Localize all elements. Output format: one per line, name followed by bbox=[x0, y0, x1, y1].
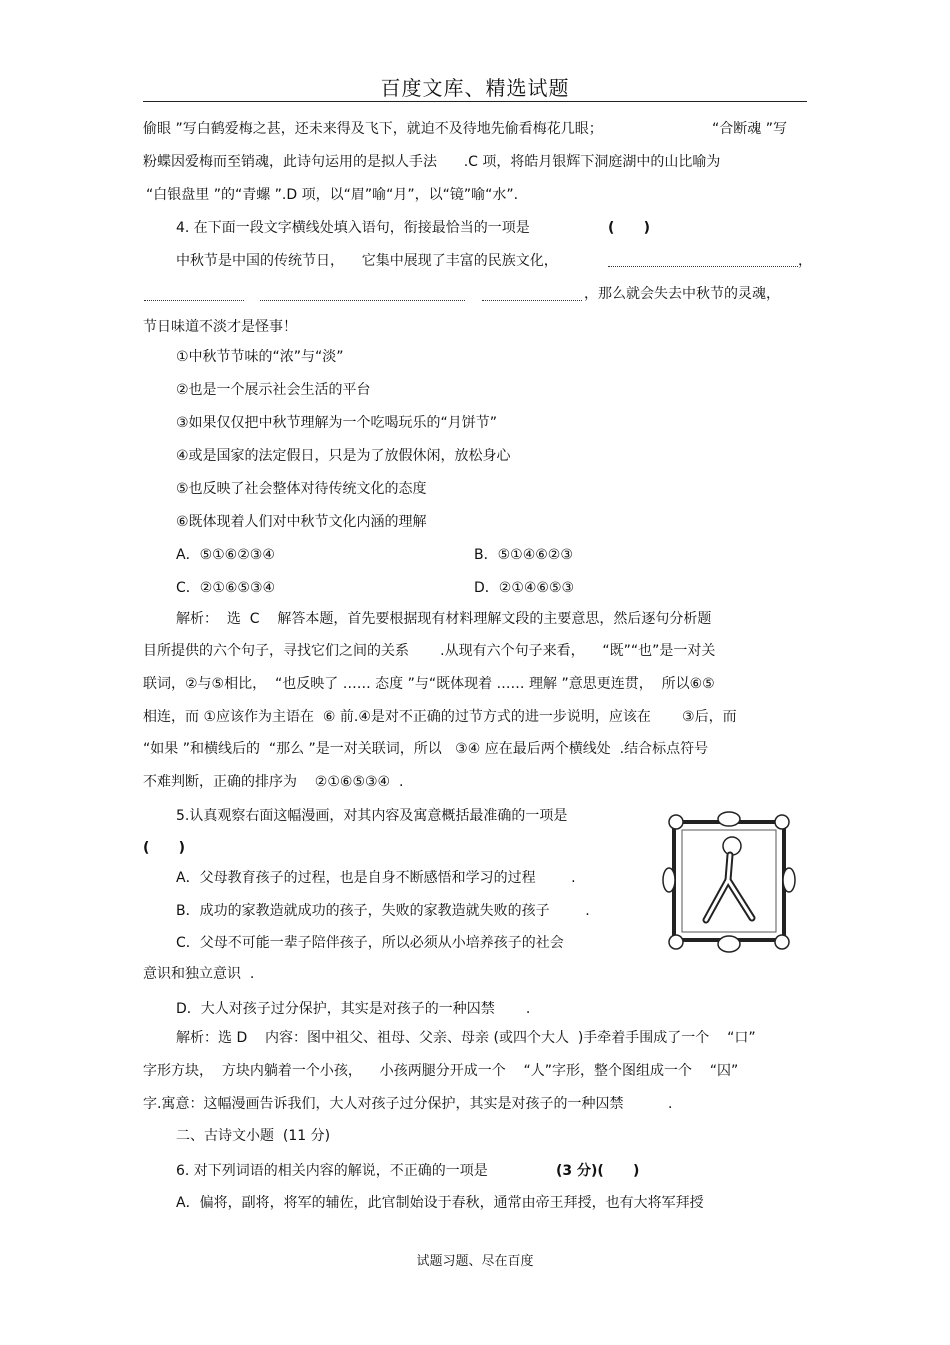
q4-option-b: B．⑤①④⑥②③ bbox=[474, 547, 573, 563]
q5-option-b: B．成功的家教造就成功的孩子，失败的家教造就失败的孩子 . bbox=[176, 903, 590, 919]
q4-analysis-3: 联词，②与⑤相比， “也反映了 …… 态度 ”与“既体现着 …… 理解 ”意思更连贯， 所以⑥⑤ bbox=[143, 676, 715, 692]
q4-analysis-6: 不难判断，正确的排序为 ②①⑥⑤③④ . bbox=[143, 774, 404, 790]
q4-comma: ， bbox=[798, 253, 812, 269]
q4-item-4: ④或是国家的法定假日，只是为了放假休闲，放松身心 bbox=[176, 448, 511, 464]
q4-blank-2 bbox=[144, 286, 244, 301]
q4-answer-paren: ( ) bbox=[608, 220, 651, 236]
q4-item-6: ⑥既体现着人们对中秋节文化内涵的理解 bbox=[176, 514, 427, 530]
q5-option-d: D．大人对孩子过分保护，其实是对孩子的一种囚禁 . bbox=[176, 1001, 531, 1017]
cartoon-drawing bbox=[662, 810, 796, 956]
q6-stem: 6. 对下列词语的相关内容的解说，不正确的一项是 bbox=[176, 1163, 488, 1179]
q4-stem: 4. 在下面一段文字横线处填入语句，衔接最恰当的一项是 bbox=[176, 220, 530, 236]
q4-passage-2: ，那么就会失去中秋节的灵魂， bbox=[584, 286, 780, 302]
q5-option-c-1: C．父母不可能一辈子陪伴孩子，所以必须从小培养孩子的社会 bbox=[176, 935, 564, 951]
q4-option-c: C．②①⑥⑤③④ bbox=[176, 580, 276, 596]
q4-passage-3: 节日味道不淡才是怪事！ bbox=[143, 319, 297, 335]
q4-option-a: A．⑤①⑥②③④ bbox=[176, 547, 275, 563]
q4-blank-1 bbox=[608, 252, 798, 267]
page-header-title: 百度文库、精选试题 bbox=[380, 76, 570, 100]
section-2-title: 二、古诗文小题 (11 分) bbox=[176, 1128, 331, 1144]
q4-analysis-1: 解析： 选 C 解答本题，首先要根据现有材料理解文段的主要意思，然后逐句分析题 bbox=[176, 611, 712, 627]
page-footer: 试题习题、尽在百度 bbox=[416, 1254, 534, 1269]
q5-option-a: A．父母教育孩子的过程，也是自身不断感悟和学习的过程 . bbox=[176, 870, 576, 886]
q5-analysis-3: 字.寓意：这幅漫画告诉我们，大人对孩子过分保护，其实是对孩子的一种囚禁 . bbox=[143, 1096, 673, 1112]
q5-option-c-2: 意识和独立意识 . bbox=[143, 966, 255, 982]
q4-item-2: ②也是一个展示社会生活的平台 bbox=[176, 382, 371, 398]
cartoon-illustration bbox=[662, 810, 796, 956]
q4-blank-3 bbox=[260, 286, 465, 301]
prev-line-2: 粉蝶因爱梅而至销魂，此诗句运用的是拟人手法 .C 项，将皓月银辉下洞庭湖中的山比喻为 bbox=[143, 154, 721, 170]
header-rule bbox=[143, 101, 807, 102]
prev-line-1b: “合断魂 ”写 bbox=[712, 121, 787, 137]
q5-analysis-1: 解析：选 D 内容：图中祖父、祖母、父亲、母亲 (或四个大人 )手牵着手围成了一个 “口” bbox=[176, 1030, 756, 1046]
q6-option-a: A．偏将，副将，将军的辅佐，此官制始设于春秋，通常由帝王拜授，也有大将军拜授 bbox=[176, 1195, 704, 1211]
q4-blank-4 bbox=[482, 286, 582, 301]
prev-line-3: “白银盘里 ”的“青螺 ”.D 项，以“眉”喻“月”，以“镜”喻“水”. bbox=[146, 187, 519, 203]
q4-analysis-2: 目所提供的六个句子，寻找它们之间的关系 .从现有六个句子来看， “既”“也”是一对关 bbox=[143, 643, 716, 659]
q4-item-3: ③如果仅仅把中秋节理解为一个吃喝玩乐的“月饼节” bbox=[176, 415, 498, 431]
q4-analysis-5: “如果 ”和横线后的 “那么 ”是一对关联词，所以 ③④ 应在最后两个横线处 .结合标点符号 bbox=[143, 741, 709, 757]
q4-item-5: ⑤也反映了社会整体对待传统文化的态度 bbox=[176, 481, 427, 497]
q4-item-1: ①中秋节节味的“浓”与“淡” bbox=[176, 349, 344, 365]
prev-line-1a: 偷眼 ”写白鹤爱梅之甚，还未来得及飞下，就迫不及待地先偷看梅花几眼； bbox=[143, 121, 603, 137]
q4-passage-1: 中秋节是中国的传统节日， 它集中展现了丰富的民族文化， bbox=[176, 253, 558, 269]
q5-answer-paren: ( ) bbox=[143, 840, 186, 856]
q5-stem: 5.认真观察右面这幅漫画，对其内容及寓意概括最准确的一项是 bbox=[176, 808, 568, 824]
q5-analysis-2: 字形方块， 方块内躺着一个小孩， 小孩两腿分开成一个 “人”字形，整个图组成一个 “囚” bbox=[143, 1063, 739, 1079]
q4-analysis-4: 相连，而 ①应该作为主语在 ⑥ 前.④是对不正确的过节方式的进一步说明，应该在 ③后，而 bbox=[143, 709, 737, 725]
q6-score: (3 分)( ) bbox=[556, 1163, 640, 1179]
q4-option-d: D．②①④⑥⑤③ bbox=[474, 580, 575, 596]
